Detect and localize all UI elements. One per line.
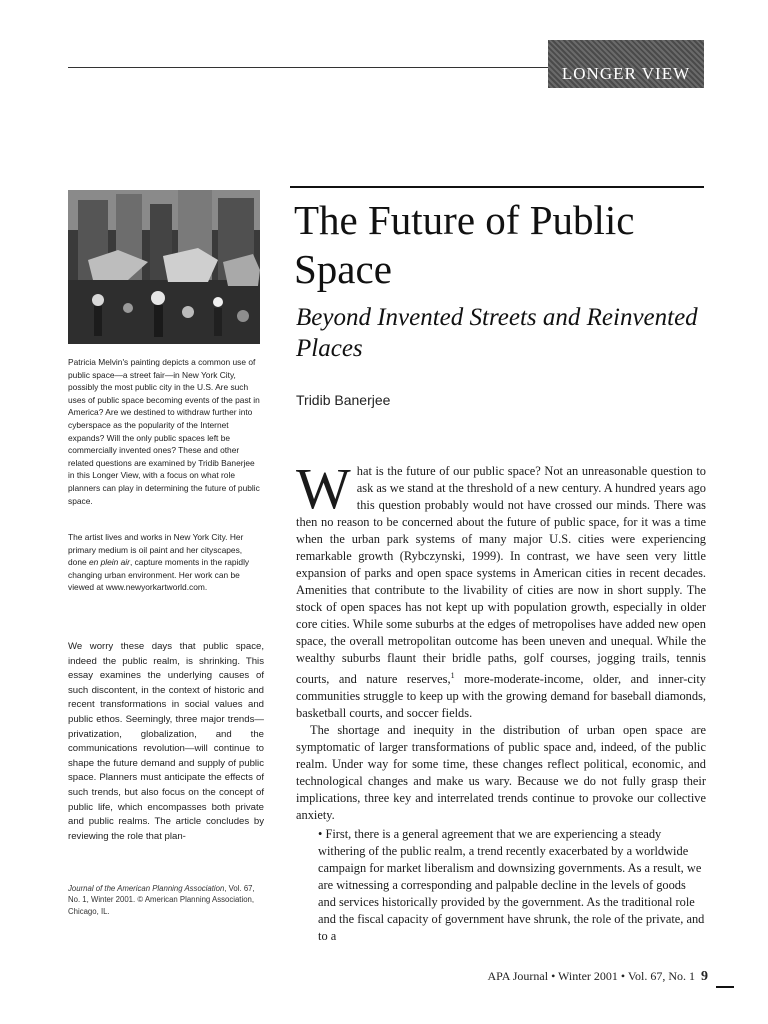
section-tag-label: LONGER VIEW (561, 64, 691, 83)
journal-name: Journal of the American Planning Association (68, 884, 225, 893)
artist-note-italic: en plein air (88, 557, 130, 568)
page-number: 9 (701, 969, 708, 984)
drop-cap: W (296, 456, 351, 521)
paragraph-1-end: more-moderate-income, older, and inner-city communities struggle to keep up with the growing demand for baseball diamonds, basketball courts, and soccer fields. (296, 672, 706, 721)
paragraph-2: The shortage and inequity in the distribution of urban open space are symptomatic of larger transformations of public space and, indeed, of the public realm. Under way for some time, these changes reflect political, economic, and technological changes and make us wary. Because we do not fully grasp their implications, three key and interrelated trends continue to provoke our collective anxiety. (296, 723, 706, 823)
page-footer (480, 969, 708, 985)
header-rule (68, 67, 548, 68)
paragraph-1-text: hat is the future of our public space? Not an unreasonable question to ask as we stand at the threshold of a new century. A hundred years ago this question probably would not have crossed our minds. There was then no reason to be concerned about the future of public space, for it was a time when the urban park systems of many major U.S. cities were experiencing remarkable growth (Rybczynski, 1999). In contrast, we have seen very little expansion of parks and open space systems in American cities in recent decades. Amenities that contribute to the livability of cities are now in short supply. The stock of open spaces has not kept up with population growth, especially in older core cities. While some suburbs at the edges of metropolises have added new open space, the overall metropolitan outcome has been uneven and unequal. While the wealthy suburbs flaunt their bridle paths, golf courses, jogging trails, tennis courts, and nature reserves, (296, 464, 706, 687)
trend-list (296, 826, 706, 945)
article-subtitle: Beyond Invented Streets and Reinvented Places (296, 304, 698, 362)
journal-reference (68, 883, 264, 917)
paragraph-1 (296, 456, 706, 722)
section-tag (548, 40, 704, 88)
abstract: We worry these days that public space, indeed the public realm, is shrinking. This essay examines the underlying causes of such discontent, in the context of historic and recent transformations in social values and public ethos. Seemingly, three major trends—privatization, globalization, and the communications revolution—will continue to shape the future demand and supply of public space. Planners must anticipate the effects of such trends, but also focus on the concept of public life, which encompasses both private and public realms. The article concludes by reviewing the role that plan- (68, 641, 264, 842)
footnote-mark: 1 (450, 671, 455, 680)
title-rule (290, 186, 704, 188)
footer-rule (716, 986, 734, 988)
artist-note (68, 531, 262, 594)
article-title: The Future of Public Space (294, 197, 635, 292)
trend-item: • First, there is a general agreement that we are experiencing a steady withering of the public realm, a trend recently exacerbated by a worldwide campaign for market liberalism and downsizing governments. As a result, we are witnessing a corresponding and palpable decline in the levels of goods and services historically provided by the government. As the traditional role and the fiscal capacity of government have shrunk, the role of the private, and to a (318, 826, 706, 945)
painting-image (68, 190, 260, 344)
author-name: Tridib Banerjee (296, 392, 391, 408)
journal-details: , Vol. 67, No. 1, Winter 2001. © American Planning Association, Chicago, IL. (68, 884, 255, 916)
footer-citation: APA Journal • Winter 2001 • Vol. 67, No. 1 (487, 969, 695, 983)
article-body (296, 456, 706, 945)
artist-note-text-end: , capture moments in the rapidly changing urban environment. Her work can be viewed at www.newyorkartworld.com. (68, 557, 250, 593)
artist-note-text: The artist lives and works in New York City. Her primary medium is oil paint and her cityscapes, done (68, 532, 244, 568)
street-fair-painting (68, 190, 260, 344)
figure-caption: Patricia Melvin's painting depicts a common use of public space—a street fair—in New York City, possibly the most public city in the U.S. Are such uses of public space becoming events of the past in America? Are we destined to withdraw further into cyberspace as the popularity of the Internet expands? Will the only public spaces left be commercially invented ones? These and other related questions are examined by Tridib Banerjee in this Longer View, with a focus on what role planners can play in determining the future of public space. (68, 357, 260, 506)
